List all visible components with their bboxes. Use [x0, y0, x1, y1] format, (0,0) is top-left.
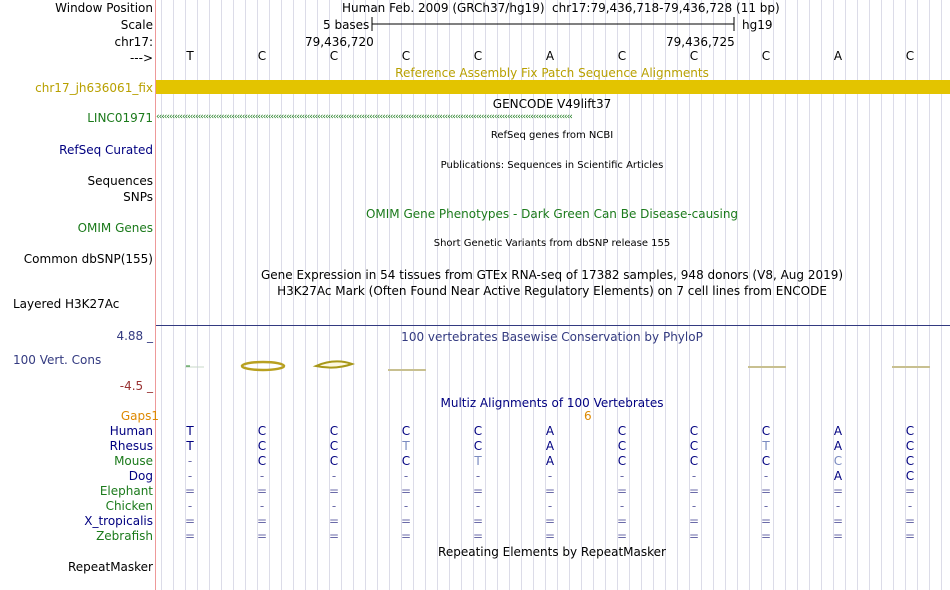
- alignment-base: =: [832, 529, 844, 543]
- label-arrow: --->: [129, 51, 153, 65]
- alignment-base: =: [400, 484, 412, 498]
- species-label[interactable]: Elephant: [99, 484, 153, 498]
- label-chrom: chr17:: [114, 35, 153, 49]
- alignment-base: =: [544, 529, 556, 543]
- alignment-base: C: [833, 454, 843, 468]
- alignment-base: C: [689, 439, 699, 453]
- alignment-base: T: [186, 439, 194, 453]
- alignment-base: C: [617, 454, 627, 468]
- multiz-title: Multiz Alignments of 100 Vertebrates: [440, 396, 664, 410]
- alignment-base: C: [905, 454, 915, 468]
- alignment-base: C: [689, 454, 699, 468]
- coord-left: 79,436,720: [305, 35, 374, 49]
- label-scale: Scale: [120, 18, 153, 32]
- label-vert-cons[interactable]: 100 Vert. Cons: [13, 353, 102, 367]
- alignment-base: =: [472, 529, 484, 543]
- alignment-base: C: [761, 424, 771, 438]
- alignment-base: =: [544, 514, 556, 528]
- alignment-base: C: [329, 454, 339, 468]
- h3k27ac-title: H3K27Ac Mark (Often Found Near Active Regulatory Elements) on 7 cell lines from ENCODE: [277, 284, 827, 298]
- alignment-base: C: [761, 454, 771, 468]
- alignment-base: =: [184, 484, 196, 498]
- alignment-base: =: [472, 484, 484, 498]
- alignment-base: -: [763, 499, 769, 513]
- species-label[interactable]: Mouse: [114, 454, 153, 468]
- gtex-title: Gene Expression in 54 tissues from GTEx RNA-seq of 17382 samples, 948 donors (V8, Aug 2019): [260, 268, 844, 282]
- alignment-base: T: [474, 454, 482, 468]
- alignment-base: =: [472, 514, 484, 528]
- scale-label: 5 bases: [323, 18, 370, 32]
- label-repeatmasker[interactable]: RepeatMasker: [67, 560, 153, 574]
- alignment-base: A: [545, 439, 555, 453]
- alignment-base: =: [832, 514, 844, 528]
- alignment-base: T: [186, 424, 194, 438]
- alignment-base: -: [619, 469, 625, 483]
- alignment-base: =: [616, 529, 628, 543]
- gaps-count: 6: [584, 409, 592, 423]
- dbsnp-title: Short Genetic Variants from dbSNP release 155: [433, 238, 671, 249]
- fix-patch-alignment-bar[interactable]: [156, 80, 950, 94]
- species-label[interactable]: Human: [109, 424, 153, 438]
- alignment-base: C: [905, 424, 915, 438]
- alignment-base: C: [257, 424, 267, 438]
- alignment-base: =: [184, 529, 196, 543]
- alignment-base: =: [544, 484, 556, 498]
- alignment-base: =: [256, 484, 268, 498]
- reference-base[interactable]: C: [689, 49, 699, 63]
- reference-base[interactable]: C: [329, 49, 339, 63]
- alignment-base: C: [329, 424, 339, 438]
- cons-top-line: [156, 325, 950, 326]
- species-label[interactable]: X_tropicalis: [84, 514, 153, 528]
- assembly-name: Human Feb. 2009 (GRCh37/hg19): [342, 1, 545, 15]
- alignment-base: =: [256, 514, 268, 528]
- alignment-base: =: [328, 529, 340, 543]
- alignment-base: A: [833, 469, 843, 483]
- omim-title: OMIM Gene Phenotypes - Dark Green Can Be Disease-causing: [365, 207, 739, 221]
- cons-max-value: 4.88 _: [116, 329, 153, 343]
- alignment-base: -: [763, 469, 769, 483]
- alignment-base: =: [328, 484, 340, 498]
- alignment-base: -: [403, 469, 409, 483]
- label-window-position: Window Position: [55, 1, 153, 15]
- alignment-base: C: [257, 454, 267, 468]
- alignment-base: C: [473, 439, 483, 453]
- refseq-title: RefSeq genes from NCBI: [490, 130, 614, 141]
- alignment-base: -: [331, 499, 337, 513]
- label-layered-h3k27ac[interactable]: Layered H3K27Ac: [13, 297, 120, 311]
- alignment-base: C: [689, 424, 699, 438]
- label-sequences[interactable]: Sequences: [87, 174, 153, 188]
- alignment-base: =: [616, 484, 628, 498]
- alignment-base: =: [688, 484, 700, 498]
- alignment-base: -: [259, 469, 265, 483]
- fix-patch-title: Reference Assembly Fix Patch Sequence Alignments: [395, 66, 709, 80]
- alignment-base: =: [184, 514, 196, 528]
- reference-base[interactable]: C: [401, 49, 411, 63]
- alignment-base: -: [331, 469, 337, 483]
- species-label[interactable]: Chicken: [105, 499, 153, 513]
- reference-base[interactable]: C: [473, 49, 483, 63]
- alignment-base: =: [904, 529, 916, 543]
- alignment-base: T: [402, 439, 410, 453]
- track-labels: [0, 0, 159, 590]
- alignment-base: C: [617, 424, 627, 438]
- alignment-base: A: [833, 424, 843, 438]
- scale-db: hg19: [742, 18, 773, 32]
- alignment-base: A: [545, 454, 555, 468]
- alignment-base: =: [616, 514, 628, 528]
- alignment-base: T: [762, 439, 770, 453]
- reference-base[interactable]: C: [905, 49, 915, 63]
- alignment-base: =: [832, 484, 844, 498]
- reference-base[interactable]: A: [545, 49, 555, 63]
- cons-min-value: -4.5 _: [119, 379, 153, 393]
- label-fix-patch[interactable]: chr17_jh636061_fix: [35, 81, 153, 95]
- repeatmasker-title: Repeating Elements by RepeatMasker: [438, 545, 666, 559]
- alignment-base: =: [760, 529, 772, 543]
- alignment-base: =: [760, 514, 772, 528]
- alignment-base: C: [473, 424, 483, 438]
- alignment-base: =: [904, 484, 916, 498]
- alignment-base: -: [547, 469, 553, 483]
- species-label[interactable]: Rhesus: [109, 439, 153, 453]
- species-label[interactable]: Dog: [128, 469, 153, 483]
- reference-base[interactable]: C: [617, 49, 627, 63]
- gencode-title: GENCODE V49lift37: [492, 97, 612, 111]
- alignment-base: A: [545, 424, 555, 438]
- alignment-base: =: [760, 484, 772, 498]
- alignment-base: C: [617, 439, 627, 453]
- label-refseq-curated[interactable]: RefSeq Curated: [59, 143, 153, 157]
- alignment-base: -: [547, 499, 553, 513]
- alignment-base: C: [257, 439, 267, 453]
- alignment-base: C: [401, 424, 411, 438]
- alignment-base: C: [401, 454, 411, 468]
- publications-title: Publications: Sequences in Scientific Articles: [440, 160, 664, 171]
- species-label[interactable]: Zebrafish: [96, 529, 153, 543]
- reference-base[interactable]: C: [257, 49, 267, 63]
- alignment-base: -: [907, 499, 913, 513]
- alignment-base: A: [833, 439, 843, 453]
- alignment-base: =: [904, 514, 916, 528]
- label-common-dbsnp[interactable]: Common dbSNP(155): [23, 252, 153, 266]
- alignment-base: -: [187, 499, 193, 513]
- label-omim-genes[interactable]: OMIM Genes: [77, 221, 153, 235]
- alignment-base: =: [400, 514, 412, 528]
- alignment-base: -: [403, 499, 409, 513]
- alignment-base: -: [835, 499, 841, 513]
- phylop-title: 100 vertebrates Basewise Conservation by PhyloP: [401, 330, 703, 344]
- alignment-base: =: [328, 514, 340, 528]
- label-gaps: Gaps1: [120, 409, 159, 423]
- alignment-base: =: [688, 514, 700, 528]
- alignment-base: C: [329, 439, 339, 453]
- linc01971-gene-strand[interactable]: ‹‹‹‹‹‹‹‹‹‹‹‹‹‹‹‹‹‹‹‹‹‹‹‹‹‹‹‹‹‹‹‹‹‹‹‹‹‹‹‹‹‹‹‹‹‹‹‹‹‹‹‹‹‹‹‹‹‹‹‹‹‹‹‹‹‹‹‹‹‹‹‹‹‹‹‹‹‹‹‹‹‹‹‹‹‹‹‹‹‹‹‹‹‹‹‹‹‹‹‹‹‹‹‹‹‹‹‹‹‹‹‹‹‹‹‹‹‹‹‹‹‹‹‹‹‹‹‹‹‹‹‹‹‹‹‹‹‹‹‹‹‹‹‹‹‹‹‹‹‹‹‹‹‹‹‹‹‹‹‹: [156, 112, 572, 122]
- alignment-base: =: [400, 529, 412, 543]
- alignment-base: -: [691, 499, 697, 513]
- reference-base[interactable]: T: [186, 49, 194, 63]
- alignment-base: C: [905, 469, 915, 483]
- reference-base[interactable]: A: [833, 49, 843, 63]
- coord-right: 79,436,725: [666, 35, 735, 49]
- label-snps[interactable]: SNPs: [123, 190, 153, 204]
- alignment-base: -: [187, 469, 193, 483]
- alignment-base: -: [187, 454, 193, 468]
- alignment-base: -: [259, 499, 265, 513]
- alignment-base: C: [905, 439, 915, 453]
- alignment-base: -: [619, 499, 625, 513]
- window-coordinates[interactable]: chr17:79,436,718-79,436,728 (11 bp): [552, 1, 780, 15]
- reference-base[interactable]: C: [761, 49, 771, 63]
- alignment-base: =: [688, 529, 700, 543]
- label-linc01971[interactable]: LINC01971: [87, 111, 153, 125]
- alignment-base: -: [475, 469, 481, 483]
- alignment-base: =: [256, 529, 268, 543]
- alignment-base: -: [691, 469, 697, 483]
- alignment-base: -: [475, 499, 481, 513]
